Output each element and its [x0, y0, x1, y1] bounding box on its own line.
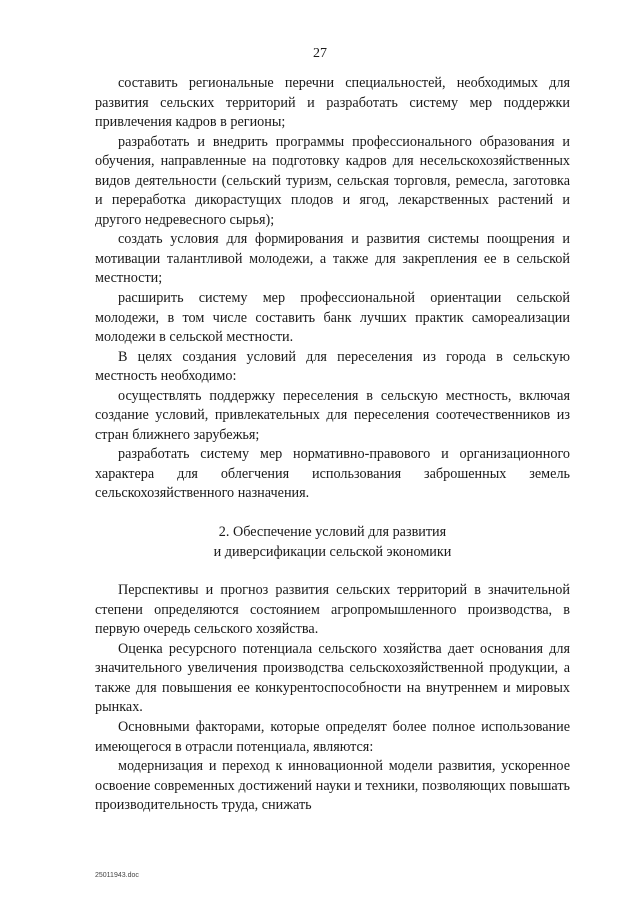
spacer — [95, 504, 570, 523]
file-name-footer: 25011943.doc — [95, 872, 139, 879]
paragraph: осуществлять поддержку переселения в сельскую местность, включая создание условий, привлекательных для переселения соотечественников из стран ближнего зарубежья; — [95, 387, 570, 443]
paragraph: составить региональные перечни специальностей, необходимых для развития сельских территорий и разработать систему мер поддержки привлечения кадров в регионы; — [95, 75, 570, 131]
paragraph: Оценка ресурсного потенциала сельского хозяйства дает основания для значительного увеличения производства сельскохозяйственной продукции, а также для повышения ее конкурентоспособности на внутреннем и мировых рынках. — [95, 640, 570, 716]
paragraph: разработать систему мер нормативно-правового и организационного характера для облегчения использования заброшенных земель сельскохозяйственного назначения. — [95, 446, 570, 502]
paragraph: разработать и внедрить программы профессионального образования и обучения, направленные на подготовку кадров для несельскохозяйственных видов деятельности (сельский туризм, сельская торговля, ремесла, заготовка и переработка дикорастущих плодов и ягод, лекарственных растений и другого недревесного сырья); — [95, 133, 570, 228]
spacer — [95, 562, 570, 581]
page-number: 27 — [313, 46, 327, 61]
paragraph: создать условия для формирования и развития системы поощрения и мотивации талантливой молодежи, а также для закрепления ее в сельской местности; — [95, 231, 570, 287]
section-heading-line-1: 2. Обеспечение условий для развития — [218, 524, 447, 541]
document-body — [95, 74, 570, 816]
paragraph: Основными факторами, которые определят более полное использование имеющегося в отрасли потенциала, являются: — [95, 718, 570, 755]
section-heading-line-2: и диверсификации сельской экономики — [213, 543, 452, 560]
paragraph: В целях создания условий для переселения из города в сельскую местность необходимо: — [95, 348, 570, 385]
paragraph: модернизация и переход к инновационной модели развития, ускоренное освоение современных достижений науки и техники, позволяющих повышать производительность труда, снижать — [95, 758, 570, 814]
paragraph: Перспективы и прогноз развития сельских территорий в значительной степени определяются состоянием агропромышленного производства, в первую очередь сельского хозяйства. — [95, 582, 570, 638]
paragraph: расширить систему мер профессиональной ориентации сельской молодежи, в том числе составить банк лучших практик самореализации молодежи в сельской местности. — [95, 290, 570, 346]
